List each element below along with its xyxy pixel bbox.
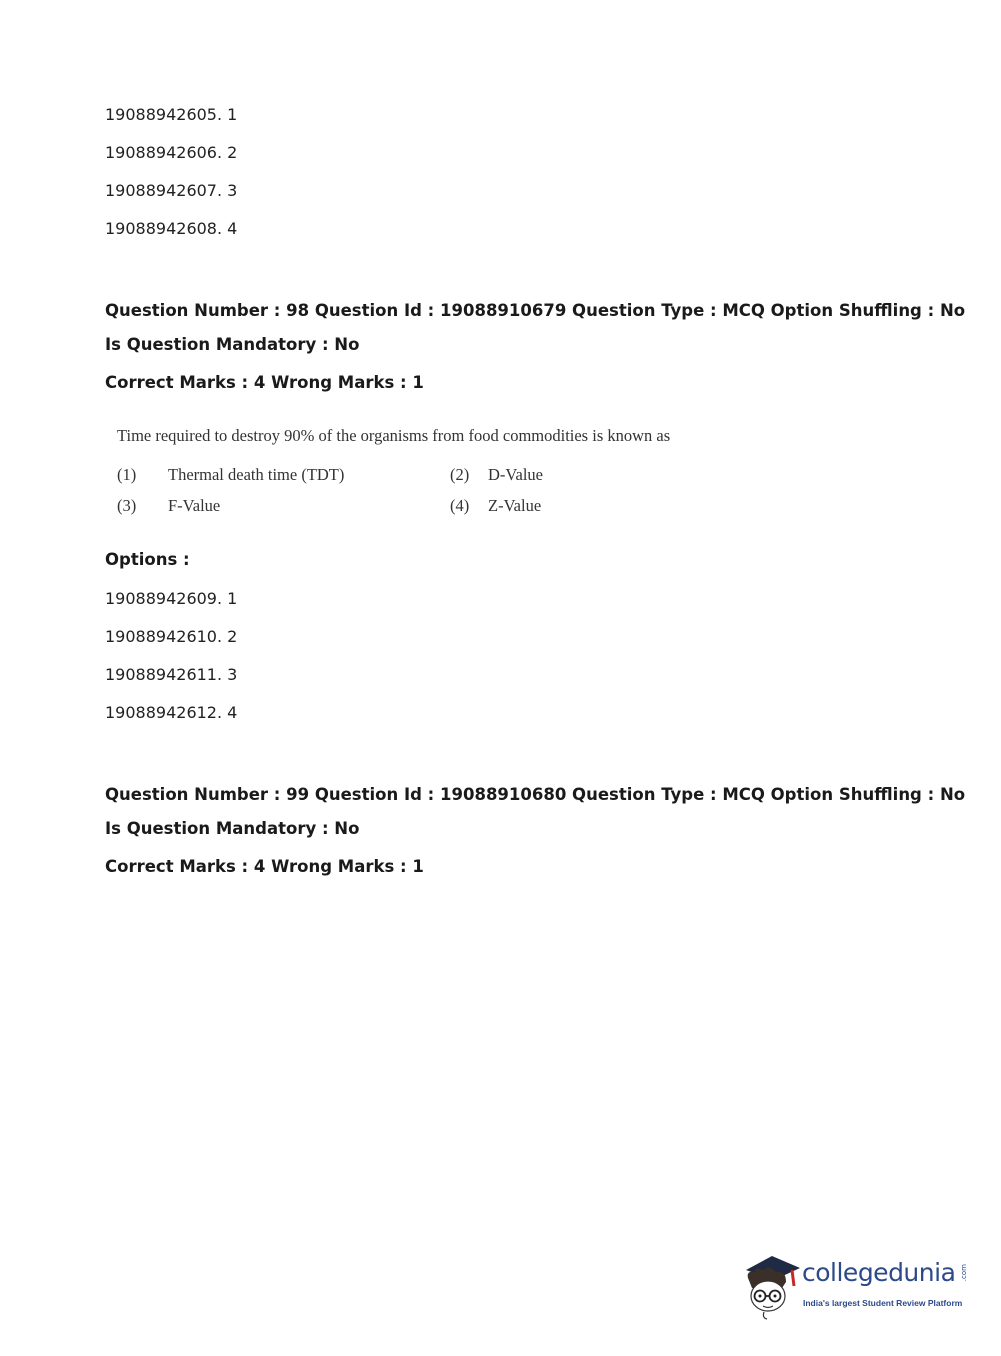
option-line: 19088942612. 4 [105,703,238,722]
choice-text: Z-Value [488,496,542,515]
options-label: Options : [105,550,190,569]
collegedunia-logo [742,1248,972,1320]
question-mandatory: Is Question Mandatory : No [105,819,360,838]
choice-number: (2) [450,465,470,484]
option-line: 19088942609. 1 [105,589,238,608]
mascot-icon [742,1248,804,1320]
option-line: 19088942606. 2 [105,143,238,162]
option-line: 19088942607. 3 [105,181,238,200]
choice-number: (3) [117,496,137,515]
choice-text: F-Value [168,496,221,515]
question-stem: Time required to destroy 90% of the organisms from food commodities is known as [117,426,671,445]
choice-text: D-Value [488,465,543,484]
logo-wordmark: collegedunia [802,1258,956,1287]
choice-number: (4) [450,496,470,515]
question-mandatory: Is Question Mandatory : No [105,335,360,354]
question-header: Question Number : 99 Question Id : 19088910680 Question Type : MCQ Option Shuffling : No [105,785,966,804]
option-line: 19088942605. 1 [105,105,238,124]
logo-tagline: India's largest Student Review Platform [803,1298,963,1308]
option-line: 19088942611. 3 [105,665,238,684]
question-marks: Correct Marks : 4 Wrong Marks : 1 [105,857,424,876]
choice-text: Thermal death time (TDT) [168,465,345,484]
question-marks: Correct Marks : 4 Wrong Marks : 1 [105,373,424,392]
choice-number: (1) [117,465,137,484]
question-image [108,422,718,522]
option-line: 19088942610. 2 [105,627,238,646]
logo-suffix: .com [960,1264,968,1282]
question-header: Question Number : 98 Question Id : 19088910679 Question Type : MCQ Option Shuffling : No [105,301,966,320]
option-line: 19088942608. 4 [105,219,238,238]
